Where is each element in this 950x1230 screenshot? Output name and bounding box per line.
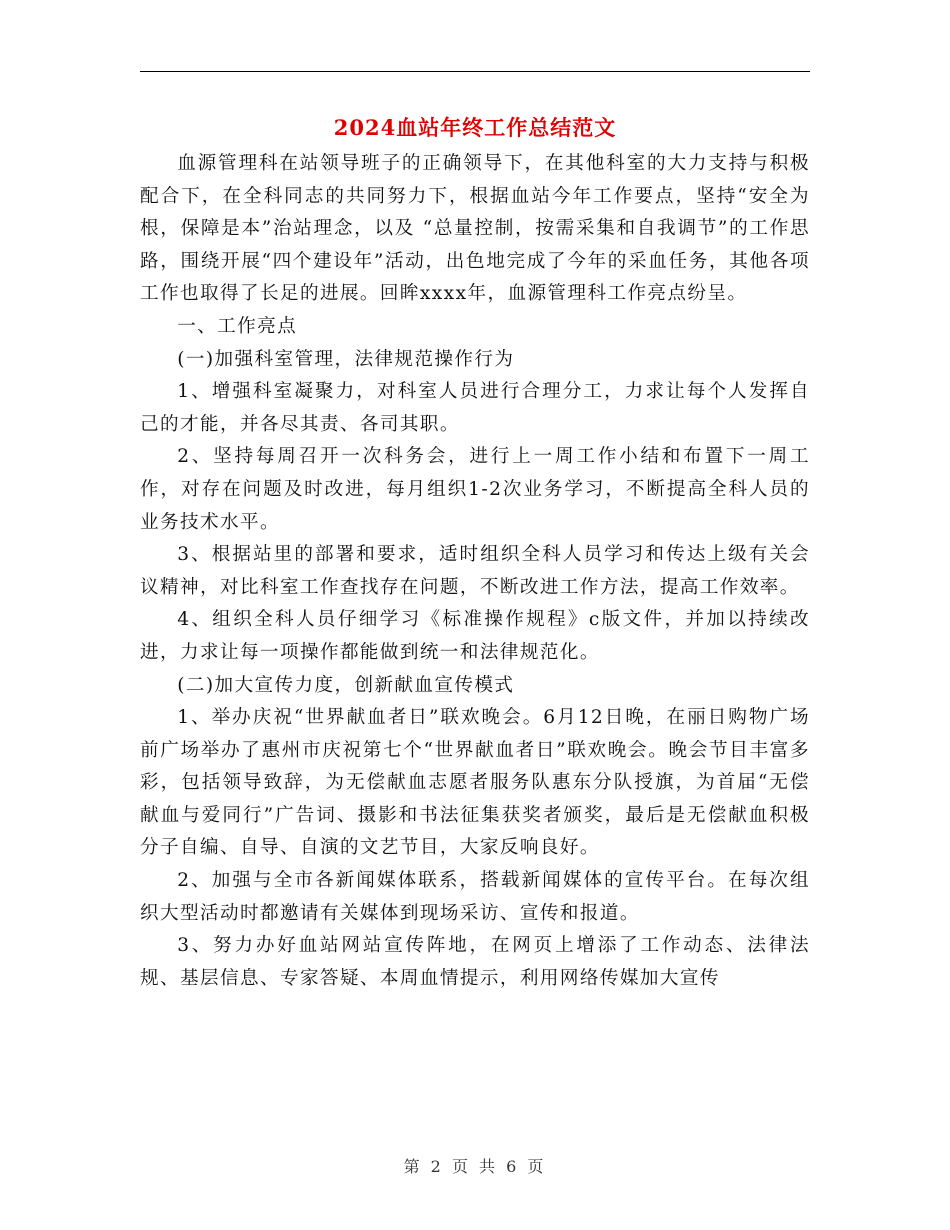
page-number-footer: 第 2 页 共 6 页 — [403, 1157, 547, 1176]
paragraph-item: 2、加强与全市各新闻媒体联系，搭载新闻媒体的宣传平台。在每次组织大型活动时都邀请有关媒体到现场采访、宣传和报道。 — [140, 870, 810, 924]
subheading-1: (一)加强科室管理，法律规范操作行为 — [177, 348, 515, 370]
paragraph-item: 4、组织全科人员仔细学习《标准操作规程》c版文件，并加以持续改进，力求让每一项操作都能做到统一和法律规范化。 — [140, 609, 810, 663]
paragraph-item: 1、举办庆祝“世界献血者日”联欢晚会。6月12日晚，在丽日购物广场前广场举办了惠州市庆祝第七个“世界献血者日”联欢晚会。晚会节目丰富多彩，包括领导致辞，为无偿献血志愿者服务队惠东分队授旗，为首届“无偿献血与爱同行”广告词、摄影和书法征集获奖者颁奖，最后是无偿献血积极分子自编、自导、自演的文艺节目，大家反响良好。 — [140, 707, 810, 859]
document-title: 2024血站年终工作总结范文 — [333, 115, 617, 140]
header-rule — [140, 71, 810, 72]
paragraph-item: 2、坚持每周召开一次科务会，进行上一周工作小结和布置下一周工作，对存在问题及时改进，每月组织1-2次业务学习，不断提高全科人员的业务技术水平。 — [140, 446, 810, 533]
paragraph-item: 3、根据站里的部署和要求，适时组织全科人员学习和传达上级有关会议精神，对比科室工作查找存在问题，不断改进工作方法，提高工作效率。 — [140, 544, 810, 598]
heading-section-1: 一、工作亮点 — [177, 315, 298, 337]
paragraph-item: 1、增强科室凝聚力，对科室人员进行合理分工，力求让每个人发挥自己的才能，并各尽其责、各司其职。 — [140, 381, 810, 435]
paragraph-intro: 血源管理科在站领导班子的正确领导下，在其他科室的大力支持与积极配合下，在全科同志的共同努力下，根据血站今年工作要点，坚持“安全为根，保障是本”治站理念，以及 “总量控制，按需采集和自我调节”的工作思路，围绕开展“四个建设年”活动，出色地完成了今年的采血任务，其他各项工作也取得了长足的进展。回眸xxxx年，血源管理科工作亮点纷呈。 — [140, 153, 810, 305]
document-body — [140, 148, 810, 995]
subheading-2: (二)加大宣传力度，创新献血宣传模式 — [177, 674, 515, 696]
paragraph-item: 3、努力办好血站网站宣传阵地，在网页上增添了工作动态、法律法规、基层信息、专家答疑、本周血情提示，利用网络传媒加大宣传 — [140, 935, 810, 989]
